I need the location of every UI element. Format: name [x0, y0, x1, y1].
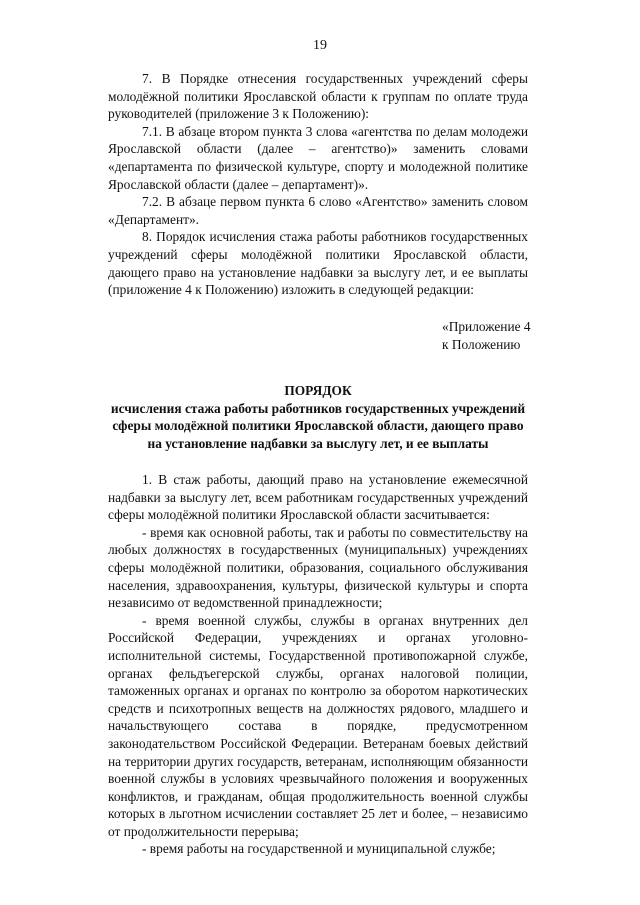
- page-number: 19: [313, 38, 327, 53]
- procedure-heading: [108, 382, 528, 452]
- paragraph-item-7: 7. В Порядке отнесения государственных учреждений сферы молодёжной политики Ярославской области к группам по оплате труда руководителей (приложение 3 к Положению):: [108, 71, 528, 122]
- paragraph-item-8: 8. Порядок исчисления стажа работы работников государственных учреждений сферы молодёжной политики Ярославской области, дающего право на установление надбавки за выслугу лет, и ее выплаты (приложение 4 к Положению) изложить в следующей редакции:: [108, 229, 528, 298]
- heading-title: ПОРЯДОК: [284, 383, 352, 398]
- list-item-civil-service: - время работы на государственной и муниципальной службе;: [142, 841, 496, 857]
- appendix-reference-line-2: к Положению: [442, 336, 521, 352]
- paragraph-item-7-2: 7.2. В абзаце первом пункта 6 слово «Агентство» заменить словом «Департамент».: [108, 194, 528, 227]
- appendix-reference: [442, 318, 562, 353]
- appendix-reference-line-1: «Приложение 4: [442, 319, 531, 334]
- paragraph-item-7-1: 7.1. В абзаце втором пункта 3 слова «агентства по делам молодежи Ярославской области (далее – агентство)» заменить словами «департамента по физической культуре, спорту и молодежной политике Ярославской области (далее – департамент)».: [108, 123, 528, 192]
- procedure-body: [108, 471, 528, 858]
- list-item-military-service: - время военной службы, службы в органах внутренних дел Российской Федерации, учреждениях и органах уголовно-исполнительной системы, Государственной противопожарной службе, органах фельдъегерской службы, органах налоговой полиции, таможенных органах и органах по контролю за оборотом наркотических средств и психотропных веществ на должностях рядового, младшего и начальствующего состава в порядке, предусмотренном законодательством Российской Федерации. Ветеранам боевых действий на территории других государств, ветеранам, исполняющим обязанности военной службы в условиях чрезвычайного положения и вооруженных конфликтов, и гражданам, общая продолжительность военной службы которых в льготном исчислении составляет 25 лет и более, – независимо от продолжительности перерыва;: [108, 612, 528, 839]
- paragraph-clause-1: 1. В стаж работы, дающий право на установление ежемесячной надбавки за выслугу лет, всем работникам государственных учреждений сферы молодёжной политики Ярославской области засчитывается:: [108, 472, 528, 523]
- list-item-main-work: - время как основной работы, так и работы по совместительству на любых должностях в государственных (муниципальных) учреждениях сферы молодёжной политики, образования, социального обслуживания населения, здравоохранения, культуры, физической культуры и спорта независимо от ведомственной принадлежности;: [108, 524, 528, 611]
- heading-subtitle: исчисления стажа работы работников государственных учреждений сферы молодёжной политики Ярославской области, дающего право на установление надбавки за выслугу лет, и ее выплаты: [110, 400, 526, 451]
- amendments-section: [108, 70, 528, 299]
